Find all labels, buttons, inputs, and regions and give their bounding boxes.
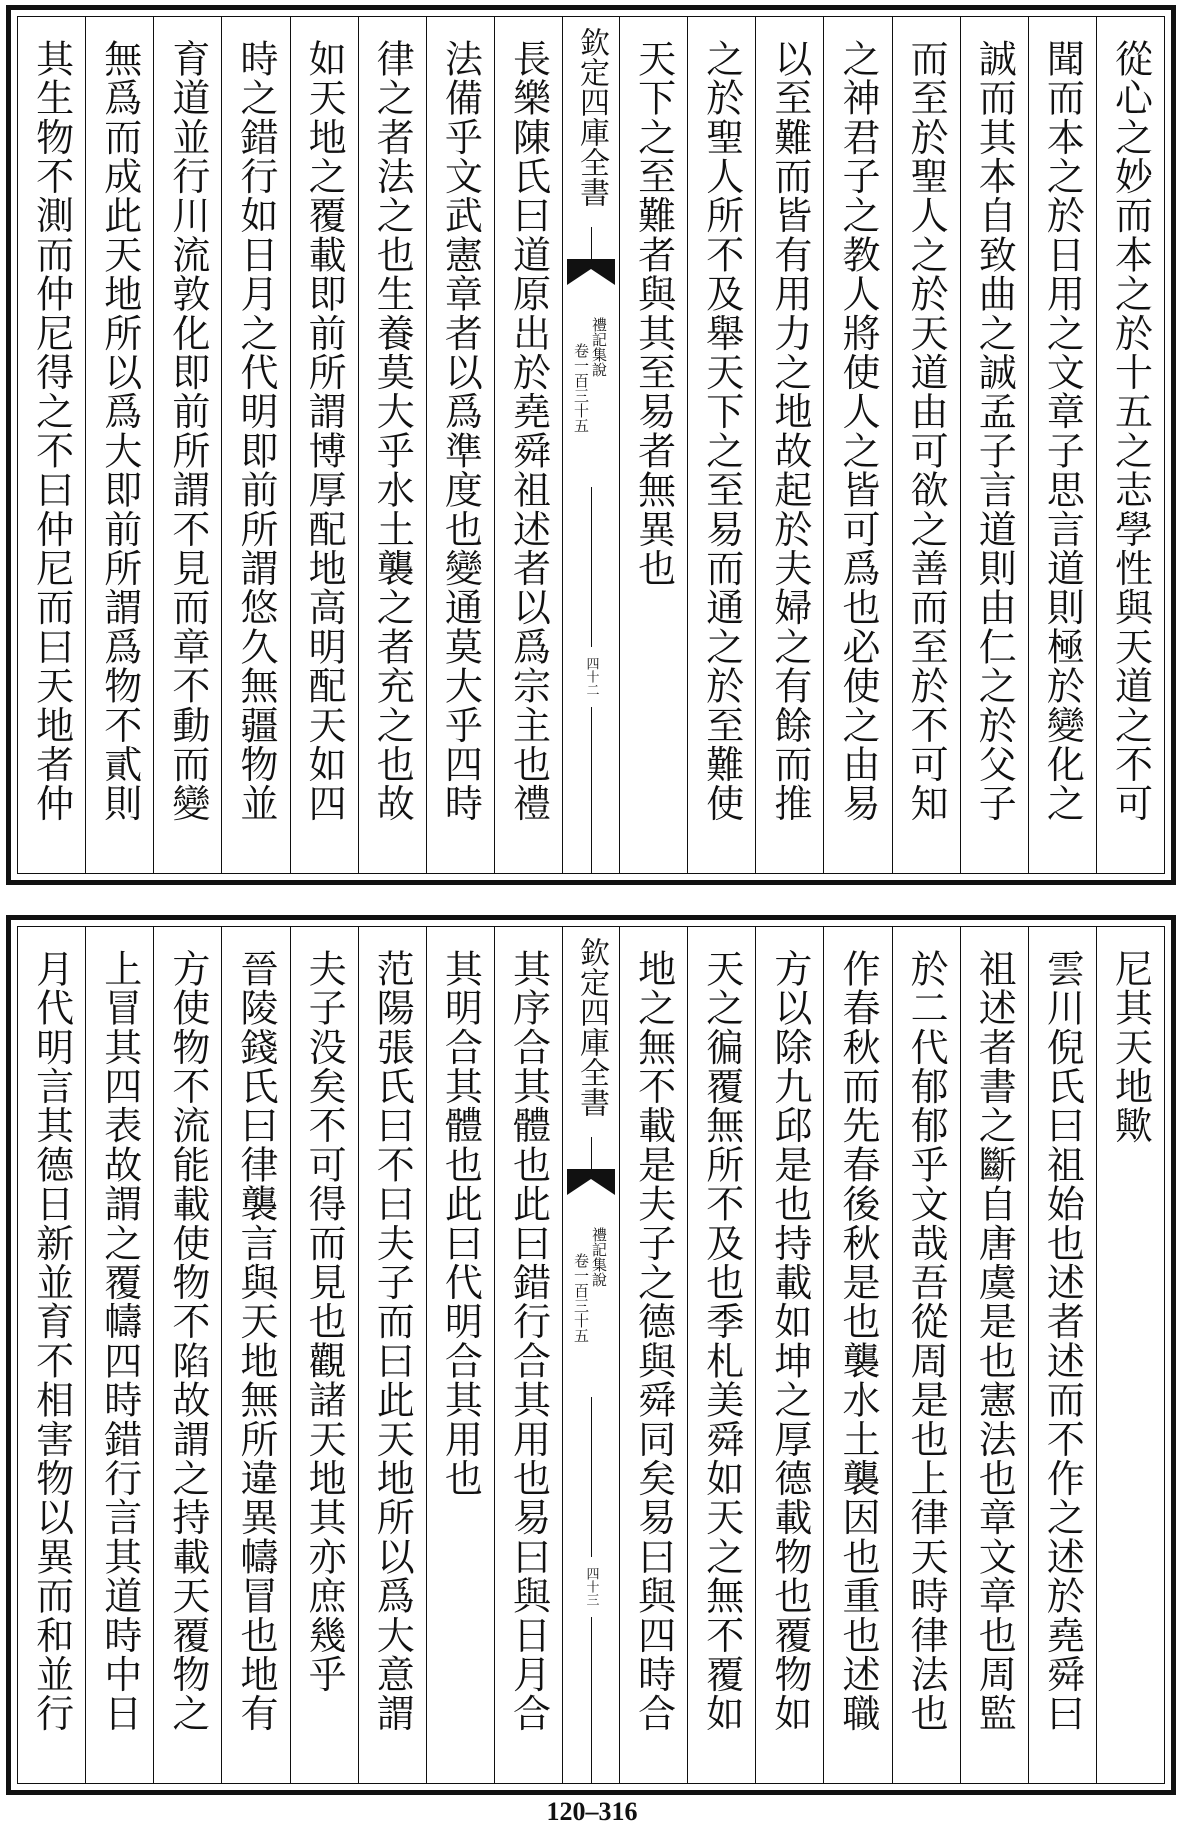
text-column: [823, 17, 891, 873]
text-column: [85, 17, 153, 873]
text-line: 時之錯行如日月之代明即前所謂悠久無疆物並: [233, 39, 278, 823]
text-column: [18, 927, 85, 1783]
gutter-rule: [591, 1137, 592, 1169]
text-column: [960, 927, 1028, 1783]
text-column: [892, 927, 960, 1783]
text-column: [494, 927, 562, 1783]
gutter-rule: [591, 487, 592, 647]
text-column: [687, 17, 755, 873]
top-leaf-frame: [17, 16, 1165, 874]
text-line: 天下之至難者與其至易者無異也: [631, 39, 676, 588]
text-column: [1096, 17, 1164, 873]
library-title: 欽定四庫全書: [574, 937, 609, 1117]
text-column: [823, 927, 891, 1783]
text-column: [1028, 927, 1096, 1783]
text-line: 作春秋而先春後秋是也襲水土襲因也重也述職: [835, 949, 880, 1733]
text-column: [494, 17, 562, 873]
text-line: 其序合其體也此曰錯行合其用也易曰與日月合: [506, 949, 551, 1733]
text-line: 如天地之覆載即前所謂博厚配地高明配天如四: [302, 39, 347, 823]
book-title: 禮記集說: [590, 1227, 608, 1287]
volume-label: 卷一百三十五: [572, 343, 590, 433]
text-line: 方使物不流能載使物不陷故謂之持載天覆物之: [165, 949, 210, 1733]
text-column: [18, 17, 85, 873]
center-gutter: [562, 17, 619, 873]
text-line: 天之徧覆無所不及也季札美舜如天之無不覆如: [699, 949, 744, 1733]
gutter-rule: [591, 707, 592, 873]
text-column: [153, 17, 221, 873]
leaf-number: 四十二: [583, 657, 599, 696]
fish-tail-mark-icon: [567, 1169, 615, 1195]
text-column: [290, 927, 358, 1783]
text-line: 雲川倪氏曰祖始也述者述而不作之述於堯舜曰: [1040, 949, 1085, 1733]
text-column: [755, 17, 823, 873]
text-column: [892, 17, 960, 873]
text-line: 從心之妙而本之於十五之志學性與天道之不可: [1108, 39, 1153, 823]
text-line: 之神君子之教人將使人之皆可爲也必使之由易: [835, 39, 880, 823]
text-line: 無爲而成此天地所以爲大即前所謂爲物不貳則: [97, 39, 142, 823]
text-line: 法備乎文武憲章者以爲準度也變通莫大乎四時: [438, 39, 483, 823]
text-line: 范陽張氏曰不曰夫子而曰此天地所以爲大意謂: [370, 949, 415, 1733]
text-column: [221, 17, 289, 873]
top-leaf-columns: [18, 17, 1164, 873]
text-line: 於二代郁郁乎文哉吾從周是也上律天時律法也: [904, 949, 949, 1733]
book-title: 禮記集說: [590, 317, 608, 377]
bottom-leaf-columns: [18, 927, 1164, 1783]
page-number: 120–316: [546, 1797, 638, 1826]
text-column: [960, 17, 1028, 873]
text-line: 晉陵錢氏曰律襲言與天地無所違異幬冒也地有: [233, 949, 278, 1733]
text-column: [426, 927, 494, 1783]
gutter-rule: [591, 1617, 592, 1783]
text-line: 而至於聖人之於天道由可欲之善而至於不可知: [904, 39, 949, 823]
text-column: [153, 927, 221, 1783]
text-column: [85, 927, 153, 1783]
text-column: [687, 927, 755, 1783]
volume-label: 卷一百三十五: [572, 1253, 590, 1343]
text-line: 方以除九邱是也持載如坤之厚德載物也覆物如: [767, 949, 812, 1733]
fish-tail-mark-icon: [567, 259, 615, 285]
text-column: [1096, 927, 1164, 1783]
text-line: 聞而本之於日用之文章子思言道則極於變化之: [1040, 39, 1085, 823]
text-line: 其明合其體也此曰代明合其用也: [438, 949, 483, 1498]
text-line: 律之者法之也生養莫大乎水土襲之者充之也故: [370, 39, 415, 823]
gutter-rule: [591, 1397, 592, 1557]
text-line: 夫子没矣不可得而見也觀諸天地其亦庶幾乎: [302, 949, 347, 1694]
text-line: 之於聖人所不及舉天下之至易而通之於至難使: [699, 39, 744, 823]
text-column: [755, 927, 823, 1783]
text-line: 祖述者書之斷自唐虞是也憲法也章文章也周監: [972, 949, 1017, 1733]
text-column: [358, 17, 426, 873]
text-column: [221, 927, 289, 1783]
text-line: 尼其天地歟: [1108, 949, 1153, 1145]
text-column: [426, 17, 494, 873]
text-column: [290, 17, 358, 873]
gutter-rule: [591, 227, 592, 259]
top-leaf: [6, 5, 1176, 885]
center-gutter: [562, 927, 619, 1783]
bottom-leaf-frame: [17, 926, 1165, 1784]
text-line: 上冒其四表故謂之覆幬四時錯行言其道時中日: [97, 949, 142, 1733]
text-line: 以至難而皆有用力之地故起於夫婦之有餘而推: [767, 39, 812, 823]
text-column: [358, 927, 426, 1783]
text-line: 月代明言其德日新並育不相害物以異而和並行: [29, 949, 74, 1733]
text-line: 誠而其本自致曲之誠孟子言道則由仁之於父子: [972, 39, 1017, 823]
library-title: 欽定四庫全書: [574, 27, 609, 207]
text-line: 長樂陳氏曰道原出於堯舜祖述者以爲宗主也禮: [506, 39, 551, 823]
text-line: 地之無不載是夫子之德與舜同矣易曰與四時合: [631, 949, 676, 1733]
text-line: 其生物不測而仲尼得之不曰仲尼而曰天地者仲: [29, 39, 74, 823]
bottom-leaf: [6, 915, 1176, 1795]
text-column: [1028, 17, 1096, 873]
text-column: [619, 17, 687, 873]
text-column: [619, 927, 687, 1783]
leaf-number: 四十三: [583, 1567, 599, 1606]
text-line: 育道並行川流敦化即前所謂不見而章不動而變: [165, 39, 210, 823]
